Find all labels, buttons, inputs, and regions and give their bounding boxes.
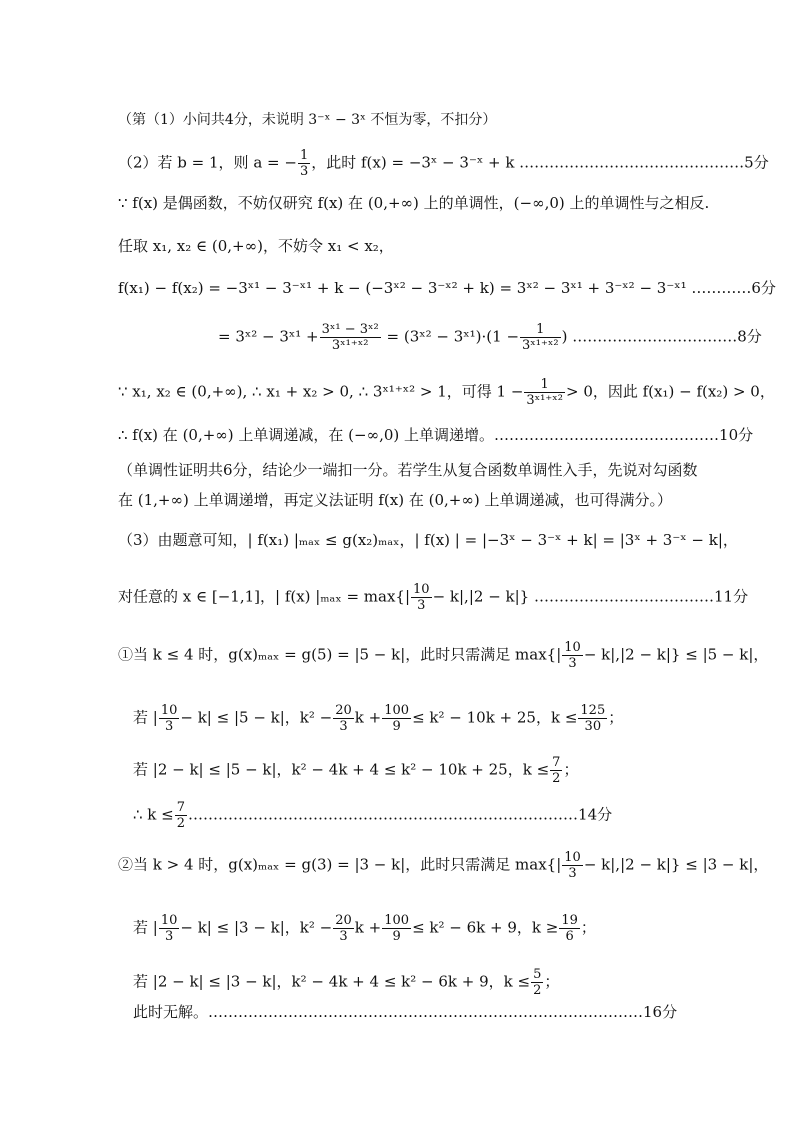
part3-setup: （3）由题意可知，| f(x₁) |ₘₐₓ ≤ g(x₂)ₘₐₓ，| f(x) | = |−3ˣ − 3⁻ˣ + k| = |3ˣ + 3⁻ˣ − k|， <box>118 531 738 549</box>
fraction: $\frac{100}{9}$ <box>384 913 410 944</box>
case1-conclusion: ∴ k ≤ $\frac{7}{2}$ ……………………………………………………………………14分 <box>133 800 613 831</box>
case1-condition-b: 若 |2 − k| ≤ |5 − k|，k² − 4k + 4 ≤ k² − 10k + 25，k ≤ $\frac{7}{2}$ ； <box>133 755 579 786</box>
grading-note-line2: 在 (1,+∞) 上单调递增，再定义法证明 f(x) 在 (0,+∞) 上单调递减，也可得满分。） <box>118 491 672 509</box>
fraction: $\frac{5}{2}$ <box>533 967 542 998</box>
note-part1: （第（1）小问共4分，未说明 3⁻ˣ − 3ˣ 不恒为零，不扣分） <box>118 112 497 128</box>
case1-condition-a: 若 | $\frac{10}{3}$ − k| ≤ |5 − k|，k² − $\frac{20}{3}$ k + $\frac{100}{9}$ ≤ k² − 10k + 25，k ≤ $\frac{125}{30}$ ； <box>133 703 624 734</box>
fraction: $\frac{\text{3ˣ¹ − 3ˣ²}}{\text{3ˣ¹⁺ˣ²}}$ <box>321 322 379 353</box>
max-abs-f: 对任意的 x ∈ [−1,1]，| f(x) |ₘₐₓ = max{| $\frac{10}{3}$ − k|,|2 − k|} ………………………………11分 <box>118 582 749 613</box>
fraction: $\frac{19}{6}$ <box>561 913 578 944</box>
case2-condition-b: 若 |2 − k| ≤ |3 − k|，k² − 4k + 4 ≤ k² − 6k + 9，k ≤ $\frac{5}{2}$ ； <box>133 967 560 998</box>
case1-header: ①当 k ≤ 4 时，g(x)ₘₐₓ = g(5) = |5 − k|，此时只需满足 max{| $\frac{10}{3}$ − k|,|2 − k|} ≤ |5 − k|， <box>118 640 769 671</box>
fraction: $\frac{100}{9}$ <box>384 703 410 734</box>
case2-condition-a: 若 | $\frac{10}{3}$ − k| ≤ |3 − k|，k² − $\frac{20}{3}$ k + $\frac{100}{9}$ ≤ k² − 6k + 9，k ≥ $\frac{19}{6}$ ； <box>133 913 596 944</box>
fraction: $\frac{1}{\text{3ˣ¹⁺ˣ²}}$ <box>526 377 563 408</box>
monotonic-conclusion: ∴ f(x) 在 (0,+∞) 上单调递减，在 (−∞,0) 上单调递增。………………………………………10分 <box>118 426 754 444</box>
fraction: $\frac{10}{3}$ <box>160 913 178 944</box>
even-function-note: ∵ f(x) 是偶函数，不妨仅研究 f(x) 在 (0,+∞) 上的单调性，(−∞,0) 上的单调性与之相反. <box>118 194 710 212</box>
part2-given: （2）若 b = 1，则 a = − $\frac{1}{3}$ ，此时 f(x) = −3ˣ − 3⁻ˣ + k ………………………………………5分 <box>118 148 769 179</box>
choose-x1-x2: 任取 x₁, x₂ ∈ (0,+∞)，不妨令 x₁ < x₂， <box>118 237 394 255</box>
fraction: $\frac{10}{3}$ <box>564 850 581 881</box>
sign-argument: ∵ x₁, x₂ ∈ (0,+∞), ∴ x₁ + x₂ > 0, ∴ 3ˣ¹⁺ˣ² > 1，可得 1 − $\frac{1}{\text{3ˣ¹⁺ˣ²}}$ > 0，因此 f(x₁) − f(x₂) > 0， <box>118 377 775 408</box>
case2-conclusion: 此时无解。……………………………………………………………………………16分 <box>133 1003 678 1021</box>
fraction: $\frac{7}{2}$ <box>176 800 186 831</box>
fraction: $\frac{20}{3}$ <box>335 913 352 944</box>
fraction: $\frac{20}{3}$ <box>335 703 352 734</box>
case2-header: ②当 k > 4 时，g(x)ₘₐₓ = g(3) = |3 − k|，此时只需满足 max{| $\frac{10}{3}$ − k|,|2 − k|} ≤ |3 − k|， <box>118 850 769 881</box>
grading-note-line1: （单调性证明共6分，结论少一端扣一分。若学生从复合函数单调性入手，先说对勾函数 <box>118 461 698 479</box>
fraction: $\frac{10}{3}$ <box>413 582 430 613</box>
difference-expansion: f(x₁) − f(x₂) = −3ˣ¹ − 3⁻ˣ¹ + k − (−3ˣ² − 3⁻ˣ² + k) = 3ˣ² − 3ˣ¹ + 3⁻ˣ² − 3⁻ˣ¹ …………6分 <box>118 279 776 297</box>
fraction: $\frac{1}{3}$ <box>299 148 309 179</box>
fraction: $\frac{1}{\text{3ˣ¹⁺ˣ²}}$ <box>522 322 559 353</box>
fraction: $\frac{7}{2}$ <box>552 755 561 786</box>
fraction: $\frac{10}{3}$ <box>564 640 581 671</box>
fraction: $\frac{10}{3}$ <box>160 703 178 734</box>
fraction: $\frac{125}{30}$ <box>580 703 606 734</box>
difference-factored: = 3ˣ² − 3ˣ¹ + $\frac{\text{3ˣ¹ − 3ˣ²}}{\text{3ˣ¹⁺ˣ²}}$ = (3ˣ² − 3ˣ¹)·(1 − $\frac{1}{\text{3ˣ¹⁺ˣ²}}$ ) ……………………………8分 <box>218 322 762 353</box>
